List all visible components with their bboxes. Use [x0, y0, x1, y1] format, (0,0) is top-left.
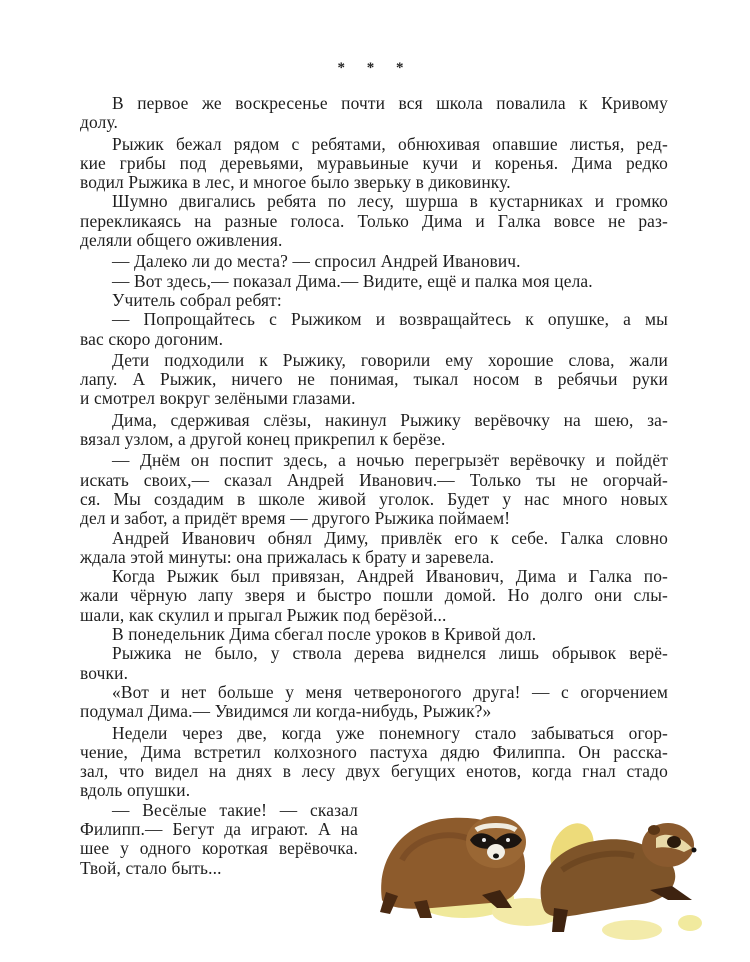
- text-line: — Днём он поспит здесь, а ночью перегрызёт верёвочку и пойдёт: [112, 450, 668, 471]
- text-line: — Далеко ли до места? — спросил Андрей Иванович.: [112, 251, 521, 272]
- text-line: жали чёрную лапу зверя и быстро пошли домой. Но долго они слы-: [80, 585, 668, 606]
- text-line: В понедельник Дима сбегал после уроков в Кривой дол.: [112, 624, 537, 645]
- paragraph: [80, 644, 668, 683]
- text-line: вязал узлом, а другой конец прикрепил к берёзе.: [80, 429, 446, 450]
- paragraph: [80, 272, 668, 291]
- text-line: вас скоро догоним.: [80, 328, 224, 349]
- text-line: — Вот здесь,— показал Дима.— Видите, ещё и палка моя цела.: [112, 270, 593, 291]
- text-line: перекликаясь на разные голоса. Только Дима и Галка вовсе не раз-: [80, 210, 668, 231]
- text-line: и смотрел вокруг зелёными глазами.: [80, 388, 356, 409]
- text-line: лапу. А Рыжик, ничего не понимая, тыкал носом в ребячьи руки: [80, 369, 668, 390]
- text-line: зал, что видел на днях в лесу двух бегущих енотов, когда гнал стадо: [80, 761, 668, 782]
- text-line: «Вот и нет больше у меня четвероногого друга! — с огорчением: [112, 681, 668, 702]
- text-line: Учитель собрал ребят:: [112, 289, 282, 310]
- text-line: Рыжика не было, у ствола дерева виднелся лишь обрывок верё-: [112, 643, 668, 664]
- text-line: Филипп.— Бегут да играют. А на: [80, 818, 358, 839]
- paragraph: [80, 529, 668, 568]
- text-line: Рыжик бежал рядом с ребятами, обнюхивая опавшие листья, ред-: [112, 133, 668, 154]
- text-line: Когда Рыжик был привязан, Андрей Иванович, Дима и Галка по-: [112, 566, 668, 587]
- text-line: шее у одного короткая верёвочка.: [80, 838, 358, 859]
- raccoons-illustration: [372, 790, 750, 962]
- paragraph: [80, 411, 668, 450]
- paragraph: [80, 451, 668, 528]
- text-line: Дима, сдерживая слёзы, накинул Рыжику верёвочку на шею, за-: [112, 409, 668, 430]
- text-line: чение, Дима встретил колхозного пастуха дядю Филиппа. Он расска-: [80, 741, 668, 762]
- text-line: Шумно двигались ребята по лесу, шурша в кустарниках и громко: [112, 191, 668, 212]
- text-line: Андрей Иванович обнял Диму, привлёк его к себе. Галка словно: [112, 527, 668, 548]
- raccoon-left: [380, 816, 526, 918]
- text-line: шали, как скулил и прыгал Рыжик под берёзой...: [80, 604, 447, 625]
- text-line: долу.: [80, 112, 119, 133]
- paragraph: [80, 291, 668, 310]
- text-line: ждала этой минуты: она прижалась к брату и заревела.: [80, 546, 495, 567]
- text-line: дел и забот, а придёт время — другого Рыжика поймаем!: [80, 508, 511, 529]
- text-line: — Попрощайтесь с Рыжиком и возвращайтесь к опушке, а мы: [112, 309, 668, 330]
- text-line: В первое же воскресенье почти вся школа повалила к Кривому: [112, 93, 668, 113]
- text-line: Дети подходили к Рыжику, говорили ему хорошие слова, жали: [112, 349, 668, 370]
- text-line: вочки.: [80, 662, 129, 683]
- section-divider: * * *: [337, 60, 413, 76]
- text-line: кие грибы под деревьями, муравьиные кучи и коренья. Дима редко: [80, 152, 668, 173]
- text-line: Твой, стало быть...: [80, 857, 222, 878]
- paragraph: [80, 135, 668, 193]
- paragraph: [80, 192, 668, 250]
- text-line: подумал Дима.— Увидимся ли когда-нибудь, Рыжик?»: [80, 701, 492, 722]
- paragraph: [80, 310, 668, 349]
- paragraph: [80, 351, 668, 409]
- paragraph: [80, 94, 668, 133]
- paragraph: [80, 567, 668, 625]
- text-line: вдоль опушки.: [80, 780, 191, 801]
- text-line: водил Рыжика в лес, и многое было зверьку в диковинку.: [80, 172, 511, 193]
- text-column: [80, 94, 668, 878]
- text-line: Недели через две, когда уже понемногу стало забываться огор-: [112, 722, 668, 743]
- paragraph: [80, 625, 668, 644]
- paragraph: [80, 252, 668, 271]
- text-line: — Весёлые такие! — сказал: [112, 799, 358, 820]
- text-line: деляли общего оживления.: [80, 230, 283, 251]
- paragraph: [80, 683, 668, 722]
- text-line: искать своих,— сказал Андрей Иванович.— Только ты не огорчай-: [80, 469, 668, 490]
- text-line: ся. Мы создадим в школе живой уголок. Будет у нас много новых: [80, 488, 668, 509]
